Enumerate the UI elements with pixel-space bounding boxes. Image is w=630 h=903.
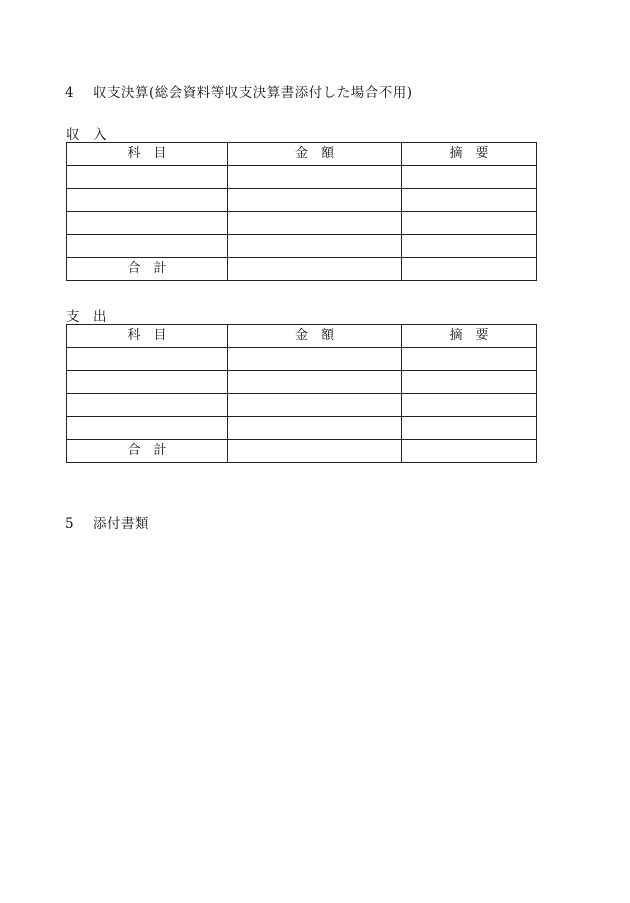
expense-total-amount-cell[interactable] [228,440,402,463]
expense-item-cell[interactable] [67,348,228,371]
section-5-number: 5 [65,516,75,532]
income-item-cell[interactable] [67,189,228,212]
income-header-row [67,143,537,166]
income-total-row [67,258,537,281]
expense-notes-cell[interactable] [402,417,537,440]
income-header-notes: 摘 要 [402,143,537,166]
section-5-heading [65,512,149,532]
table-row [67,166,537,189]
income-notes-cell[interactable] [402,166,537,189]
expense-item-cell[interactable] [67,371,228,394]
income-amount-cell[interactable] [228,166,402,189]
income-amount-cell[interactable] [228,235,402,258]
expense-amount-cell[interactable] [228,417,402,440]
expense-amount-cell[interactable] [228,371,402,394]
expense-header-row [67,325,537,348]
income-label: 収 入 [66,127,107,143]
income-header-item: 科 目 [67,143,228,166]
expense-item-cell[interactable] [67,394,228,417]
expense-header-item: 科 目 [67,325,228,348]
expense-header-notes: 摘 要 [402,325,537,348]
expense-table [66,324,537,463]
section-4-number: 4 [65,85,75,101]
income-table [66,142,537,281]
expense-total-label: 合 計 [67,440,228,463]
income-amount-cell[interactable] [228,189,402,212]
expense-amount-cell[interactable] [228,348,402,371]
table-row [67,417,537,440]
expense-notes-cell[interactable] [402,371,537,394]
income-item-cell[interactable] [67,235,228,258]
table-row [67,371,537,394]
income-total-label: 合 計 [67,258,228,281]
income-total-notes-cell[interactable] [402,258,537,281]
section-5-title: 添付書類 [93,516,149,532]
income-item-cell[interactable] [67,212,228,235]
expense-notes-cell[interactable] [402,348,537,371]
expense-label: 支 出 [66,309,107,325]
income-notes-cell[interactable] [402,235,537,258]
income-total-amount-cell[interactable] [228,258,402,281]
income-header-amount: 金 額 [228,143,402,166]
table-row [67,189,537,212]
expense-amount-cell[interactable] [228,394,402,417]
expense-header-amount: 金 額 [228,325,402,348]
section-4-title: 収支決算(総会資料等収支決算書添付した場合不用) [93,85,413,101]
income-amount-cell[interactable] [228,212,402,235]
income-notes-cell[interactable] [402,212,537,235]
expense-item-cell[interactable] [67,417,228,440]
table-row [67,235,537,258]
income-notes-cell[interactable] [402,189,537,212]
income-item-cell[interactable] [67,166,228,189]
expense-total-notes-cell[interactable] [402,440,537,463]
expense-total-row [67,440,537,463]
table-row [67,212,537,235]
section-4-heading [65,81,413,101]
table-row [67,394,537,417]
expense-notes-cell[interactable] [402,394,537,417]
table-row [67,348,537,371]
